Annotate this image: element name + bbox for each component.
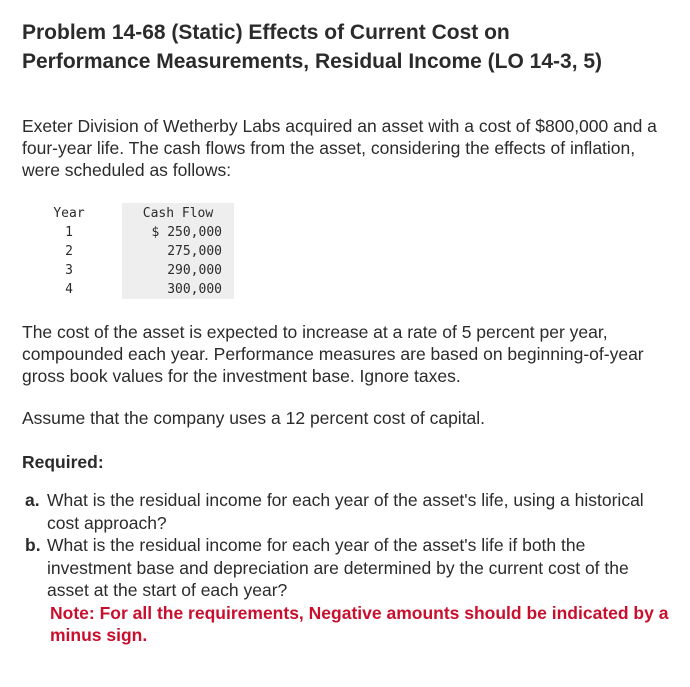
table-row — [32, 280, 234, 299]
requirement-letter: b. — [25, 535, 41, 555]
title-line-2: Performance Measurements, Residual Income (LO 14-3, 5) — [22, 50, 603, 73]
cash-flow-table — [32, 203, 234, 299]
title-line-1: Problem 14-68 (Static) Effects of Current Cost on — [22, 21, 510, 44]
requirement-text: What is the residual income for each year of the asset's life if both the investment base and depreciation are determined by the current cost of the asset at the start of each year? — [47, 535, 629, 600]
negative-amounts-note: Note: For all the requirements, Negative amounts should be indicated by a minus sign. — [50, 602, 669, 645]
table-row — [32, 261, 234, 280]
requirement-b — [25, 534, 672, 602]
cash-flow-cell: $ 250,000 — [122, 223, 234, 242]
column-gap — [106, 203, 122, 223]
problem-page — [22, 18, 672, 647]
year-header: Year — [53, 205, 85, 221]
table-row — [32, 242, 234, 261]
requirement-text: What is the residual income for each year of the asset's life, using a historical cost approach? — [47, 490, 644, 533]
required-heading: Required: — [22, 452, 104, 472]
page-title — [22, 18, 672, 76]
requirement-a — [25, 489, 672, 534]
column-gap — [106, 280, 122, 299]
year-cell: 3 — [65, 263, 73, 278]
requirements-list — [22, 489, 672, 647]
cash-flow-header: Cash Flow — [122, 203, 234, 223]
year-cell: 4 — [65, 282, 73, 297]
intro-paragraph: Exeter Division of Wetherby Labs acquired an asset with a cost of $800,000 and a four-year life. The cash flows from the asset, considering the effects of inflation, were scheduled as follows: — [22, 116, 657, 180]
column-gap — [106, 242, 122, 261]
year-cell: 2 — [65, 244, 73, 259]
table-row — [32, 223, 234, 242]
column-gap — [106, 223, 122, 242]
table-header-row — [32, 203, 234, 223]
requirement-letter: a. — [25, 490, 40, 510]
capital-paragraph: Assume that the company uses a 12 percent cost of capital. — [22, 408, 486, 428]
cash-flow-cell: 290,000 — [122, 261, 234, 280]
cost-increase-paragraph: The cost of the asset is expected to increase at a rate of 5 percent per year, compounded each year. Performance measures are based on beginning-of-year gross book values for the investment base. Ignore taxes. — [22, 322, 644, 386]
cash-flow-cell: 300,000 — [122, 280, 234, 299]
year-cell: 1 — [65, 225, 73, 240]
column-gap — [106, 261, 122, 280]
cash-flow-cell: 275,000 — [122, 242, 234, 261]
